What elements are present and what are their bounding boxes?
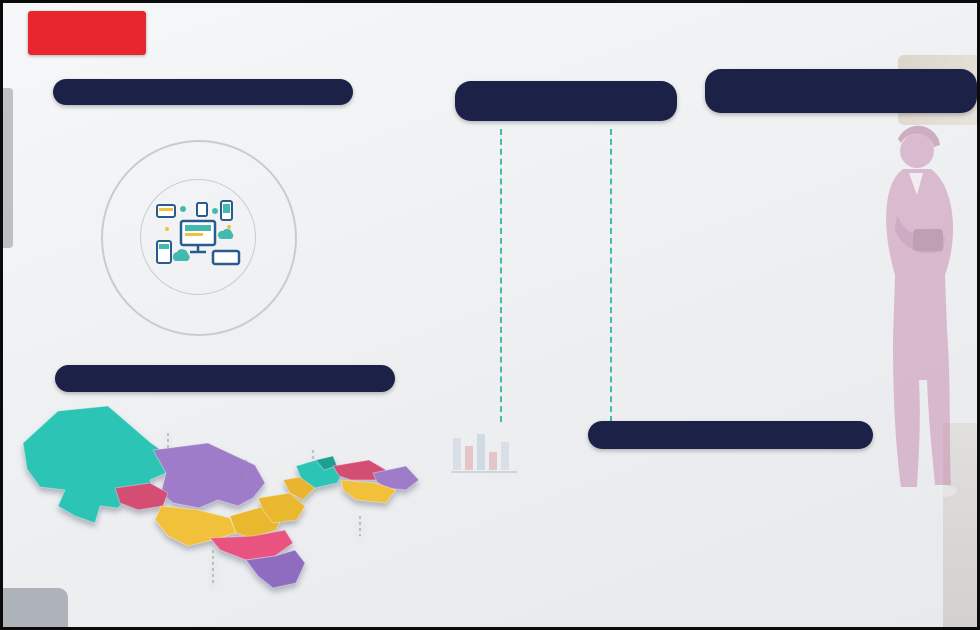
- regions-table: [440, 129, 691, 165]
- services-panel-title: [53, 79, 353, 105]
- table-header: [440, 129, 691, 165]
- background-decor: [0, 88, 13, 248]
- table-divider: [500, 129, 502, 422]
- table-divider: [610, 129, 612, 422]
- sectors-panel-title: [588, 421, 873, 449]
- imrs-logo: [28, 11, 146, 55]
- devices-network-icon: [155, 199, 241, 273]
- uzbekistan-map: [8, 388, 443, 630]
- businesswoman-silhouette: [861, 125, 979, 500]
- mini-chart-decor: [451, 428, 541, 478]
- women-panel-title: [705, 69, 977, 113]
- table-panel-title: [455, 81, 677, 121]
- region-xorazm: [115, 483, 168, 510]
- region-navoiy: [153, 443, 265, 508]
